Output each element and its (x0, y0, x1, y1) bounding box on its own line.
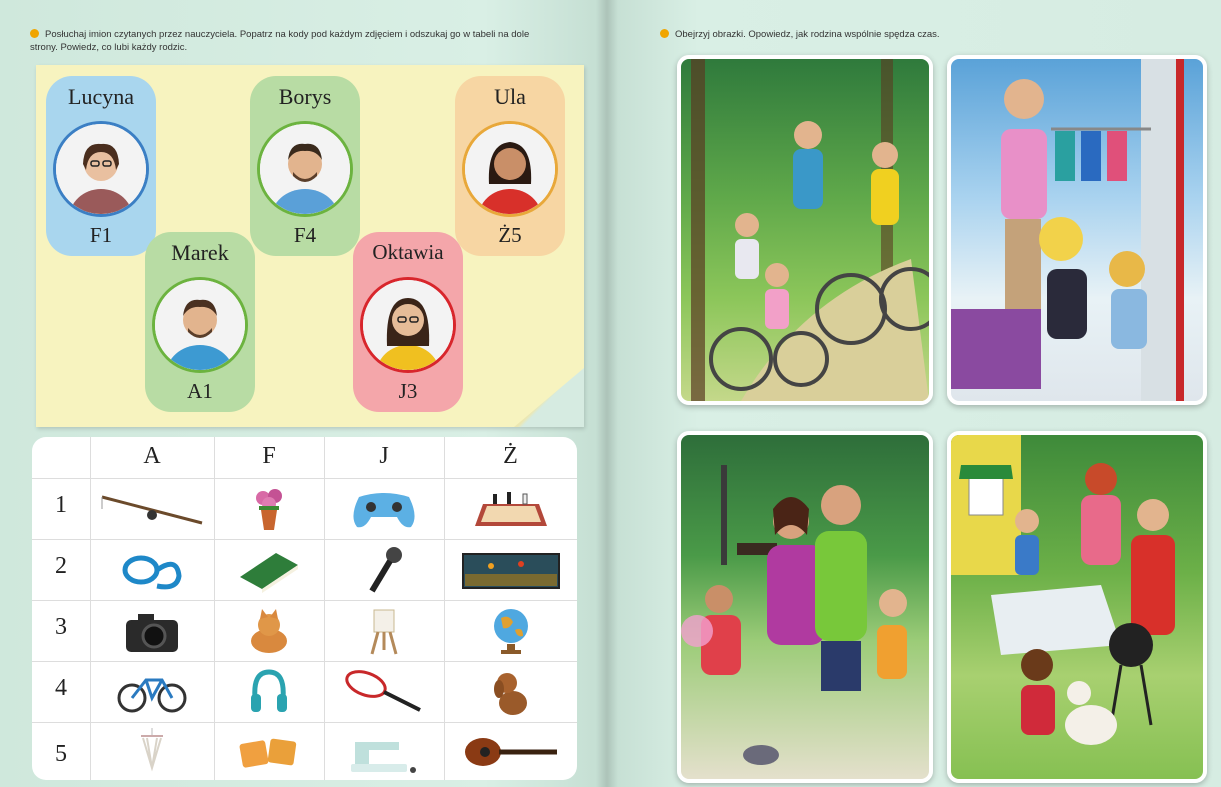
game-controller-icon (324, 479, 444, 539)
left-instruction-text: Posłuchaj imion czytanych przez nauczyciela. Popatrz na kody pod każdym zdjęciem i odszukaj go w tabeli na dole strony. Powiedz, co lubi każdy rodzic. (30, 29, 530, 53)
left-instruction (30, 28, 550, 54)
person-name: Borys (278, 84, 332, 109)
sewing-machine-icon (324, 723, 444, 780)
globe-icon (444, 601, 577, 661)
person-code: A1 (187, 379, 213, 403)
potted-flower-icon (214, 479, 324, 539)
picture-family-cycling (677, 55, 933, 405)
cat-icon (214, 601, 324, 661)
picture-park-walk (677, 431, 933, 783)
picture-clothes-shopping (947, 55, 1207, 405)
person-card-oktawia[interactable] (353, 232, 463, 412)
snorkel-mask-icon (90, 540, 214, 600)
right-instruction-text: Obejrzyj obrazki. Opowiedz, jak rodzina wspólnie spędza czas. (675, 29, 940, 40)
row-header: 5 (55, 741, 67, 767)
bicycle-icon (90, 662, 214, 722)
person-card-lucyna[interactable] (46, 76, 156, 256)
person-name: Oktawia (372, 240, 444, 264)
aquarium-icon (444, 540, 577, 600)
book-icon (214, 540, 324, 600)
waffles-icon (214, 723, 324, 780)
tennis-racket-icon (324, 662, 444, 722)
headphones-icon (214, 662, 324, 722)
fishing-rod-icon (90, 479, 214, 539)
chess-board-icon (444, 479, 577, 539)
person-code: F1 (89, 223, 113, 247)
row-header: 1 (55, 492, 67, 518)
person-card-ula[interactable] (455, 76, 565, 256)
column-header: F (262, 443, 276, 469)
person-photo (360, 277, 456, 373)
person-photo (152, 277, 248, 373)
person-name: Marek (171, 240, 229, 265)
picture-garden-barbecue (947, 431, 1207, 783)
person-card-borys[interactable] (250, 76, 360, 256)
bullet-icon (660, 29, 669, 38)
right-instruction (660, 28, 1160, 41)
microphone-icon (324, 540, 444, 600)
row-header: 2 (55, 553, 67, 579)
bullet-icon (30, 29, 39, 38)
person-name: Ula (494, 84, 526, 109)
person-name: Lucyna (68, 84, 134, 109)
person-card-marek[interactable] (145, 232, 255, 412)
row-header: 3 (55, 614, 67, 640)
column-header: A (143, 443, 161, 469)
person-photo (257, 121, 353, 217)
person-code: F4 (293, 223, 317, 247)
guitar-icon (444, 723, 577, 780)
person-photo (53, 121, 149, 217)
person-photo (462, 121, 558, 217)
camera-icon (90, 601, 214, 661)
person-code: Ż5 (498, 223, 522, 247)
column-header: Ż (503, 443, 518, 469)
book-spine (596, 0, 618, 787)
person-code: J3 (398, 379, 418, 403)
column-header: J (379, 443, 389, 469)
dog-icon (444, 662, 577, 722)
macrame-hanger-icon (90, 723, 214, 780)
row-header: 4 (55, 675, 67, 701)
easel-icon (324, 601, 444, 661)
